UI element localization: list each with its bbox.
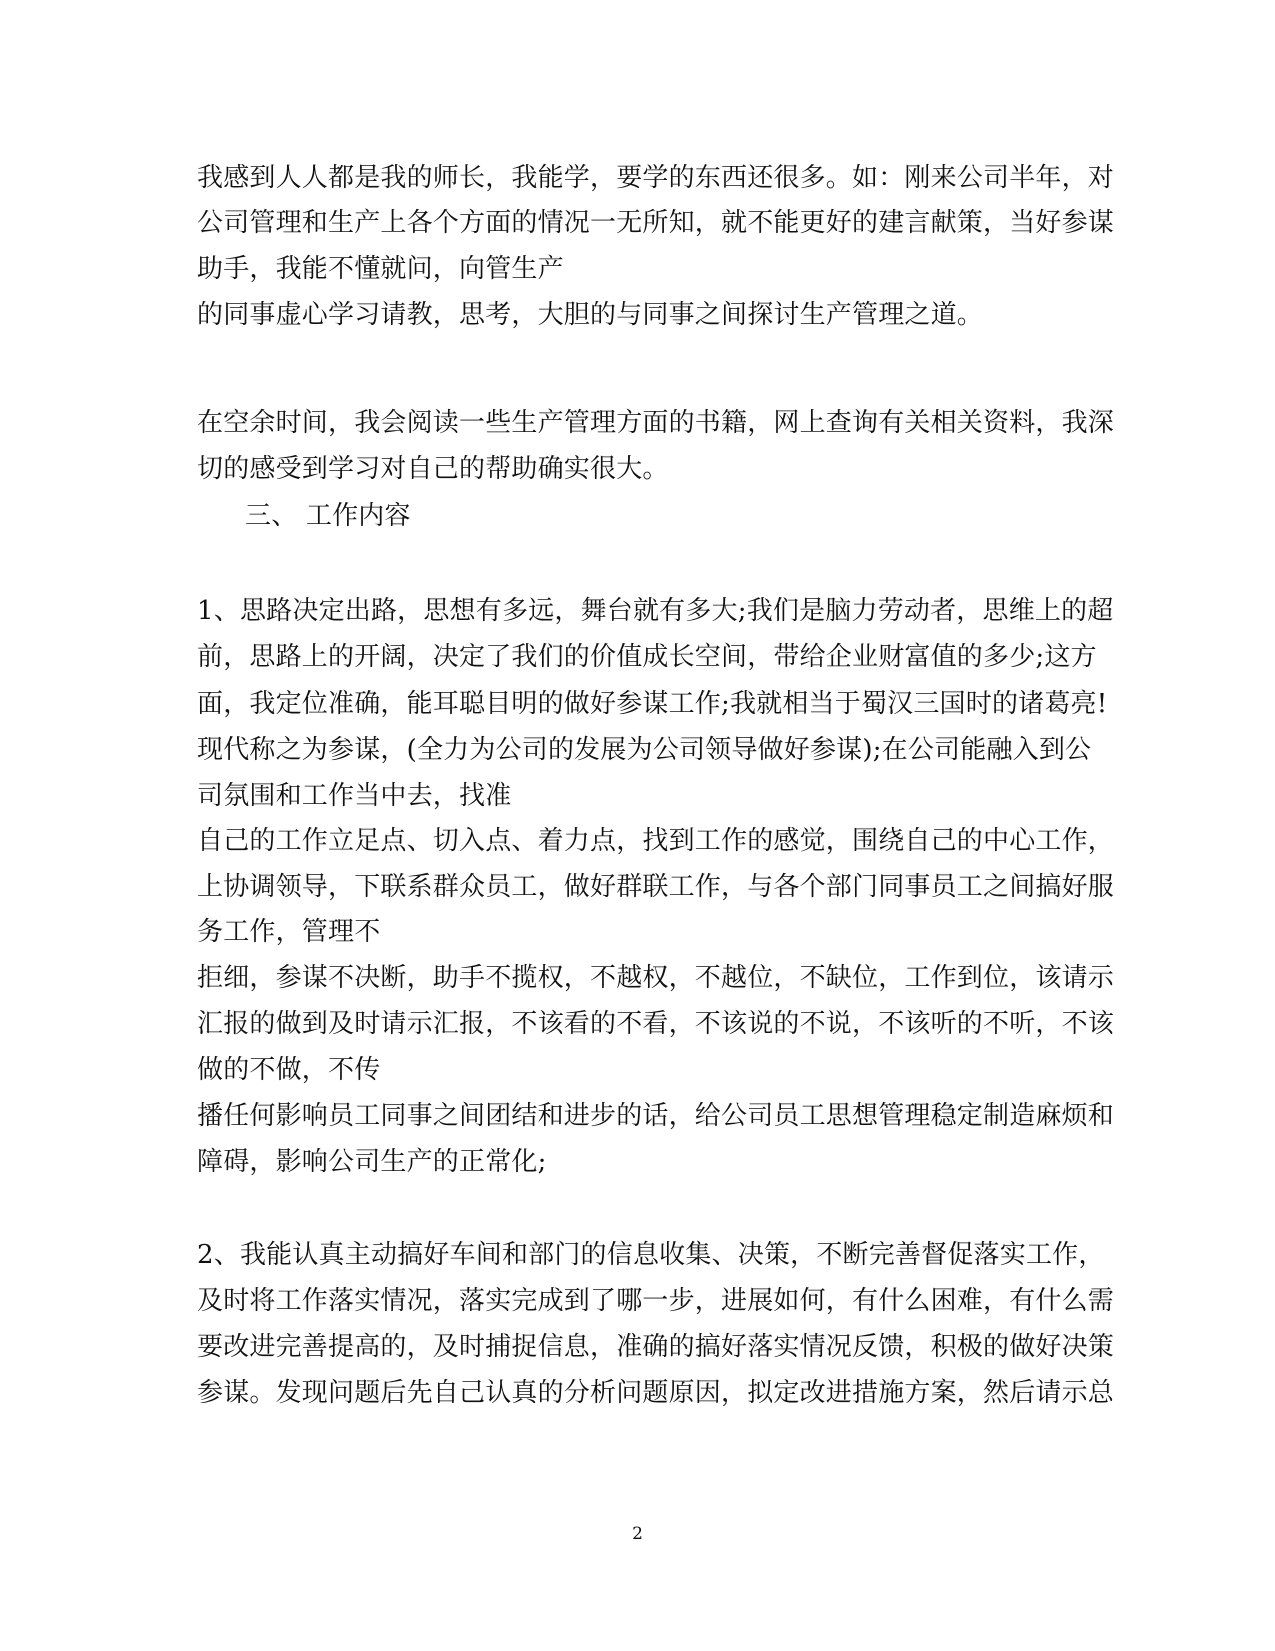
text-line: 播任何影响员工同事之间团结和进步的话，给公司员工思想管理稳定制造麻烦和: [197, 1101, 1115, 1131]
text-line: 参谋。发现问题后先自己认真的分析问题原因，拟定改进措施方案，然后请示总: [197, 1378, 1115, 1408]
text-line: 要改进完善提高的，及时捕捉信息，准确的搞好落实情况反馈，积极的做好决策: [197, 1332, 1115, 1362]
text-line: 2、我能认真主动搞好车间和部门的信息收集、决策，不断完善督促落实工作，: [197, 1240, 1105, 1270]
text-line: 汇报的做到及时请示汇报，不该看的不看，不该说的不说，不该听的不听，不该: [197, 1009, 1115, 1039]
text-line: 及时将工作落实情况，落实完成到了哪一步，进展如何，有什么困难，有什么需: [197, 1286, 1115, 1316]
text-line: 障碍，影响公司生产的正常化;: [197, 1147, 547, 1177]
text-line: 切的感受到学习对自己的帮助确实很大。: [197, 454, 669, 484]
text-line: 现代称之为参谋，(全力为公司的发展为公司领导做好参谋);在公司能融入到公: [197, 735, 1092, 765]
text-line: 助手，我能不懂就问，向管生产: [197, 254, 564, 284]
text-line: 务工作，管理不: [197, 917, 381, 947]
text-line: 面，我定位准确，能耳聪目明的做好参谋工作;我就相当于蜀汉三国时的诸葛亮!: [197, 689, 1108, 719]
text-line: 我感到人人都是我的师长，我能学，要学的东西还很多。如：刚来公司半年，对: [197, 163, 1115, 193]
text-line: 司氛围和工作当中去，找准: [197, 781, 512, 811]
text-line: 公司管理和生产上各个方面的情况一无所知，就不能更好的建言献策，当好参谋: [197, 208, 1115, 238]
text-line: 1、思路决定出路，思想有多远，舞台就有多大;我们是脑力劳动者，思维上的超: [197, 596, 1114, 626]
page-number: 2: [632, 1524, 643, 1544]
text-line: 在空余时间，我会阅读一些生产管理方面的书籍，网上查询有关相关资料，我深: [197, 408, 1115, 438]
section-heading: 三、 工作内容: [245, 501, 411, 531]
text-line: 前，思路上的开阔，决定了我们的价值成长空间，带给企业财富值的多少;这方: [197, 642, 1097, 672]
text-line: 做的不做，不传: [197, 1055, 381, 1085]
text-line: 自己的工作立足点、切入点、着力点，找到工作的感觉，围绕自己的中心工作，: [197, 826, 1115, 856]
text-line: 的同事虚心学习请教，思考，大胆的与同事之间探讨生产管理之道。: [197, 300, 984, 330]
text-line: 拒细，参谋不决断，助手不揽权，不越权，不越位，不缺位，工作到位，该请示: [197, 963, 1115, 993]
text-line: 上协调领导，下联系群众员工，做好群联工作，与各个部门同事员工之间搞好服: [197, 872, 1115, 902]
